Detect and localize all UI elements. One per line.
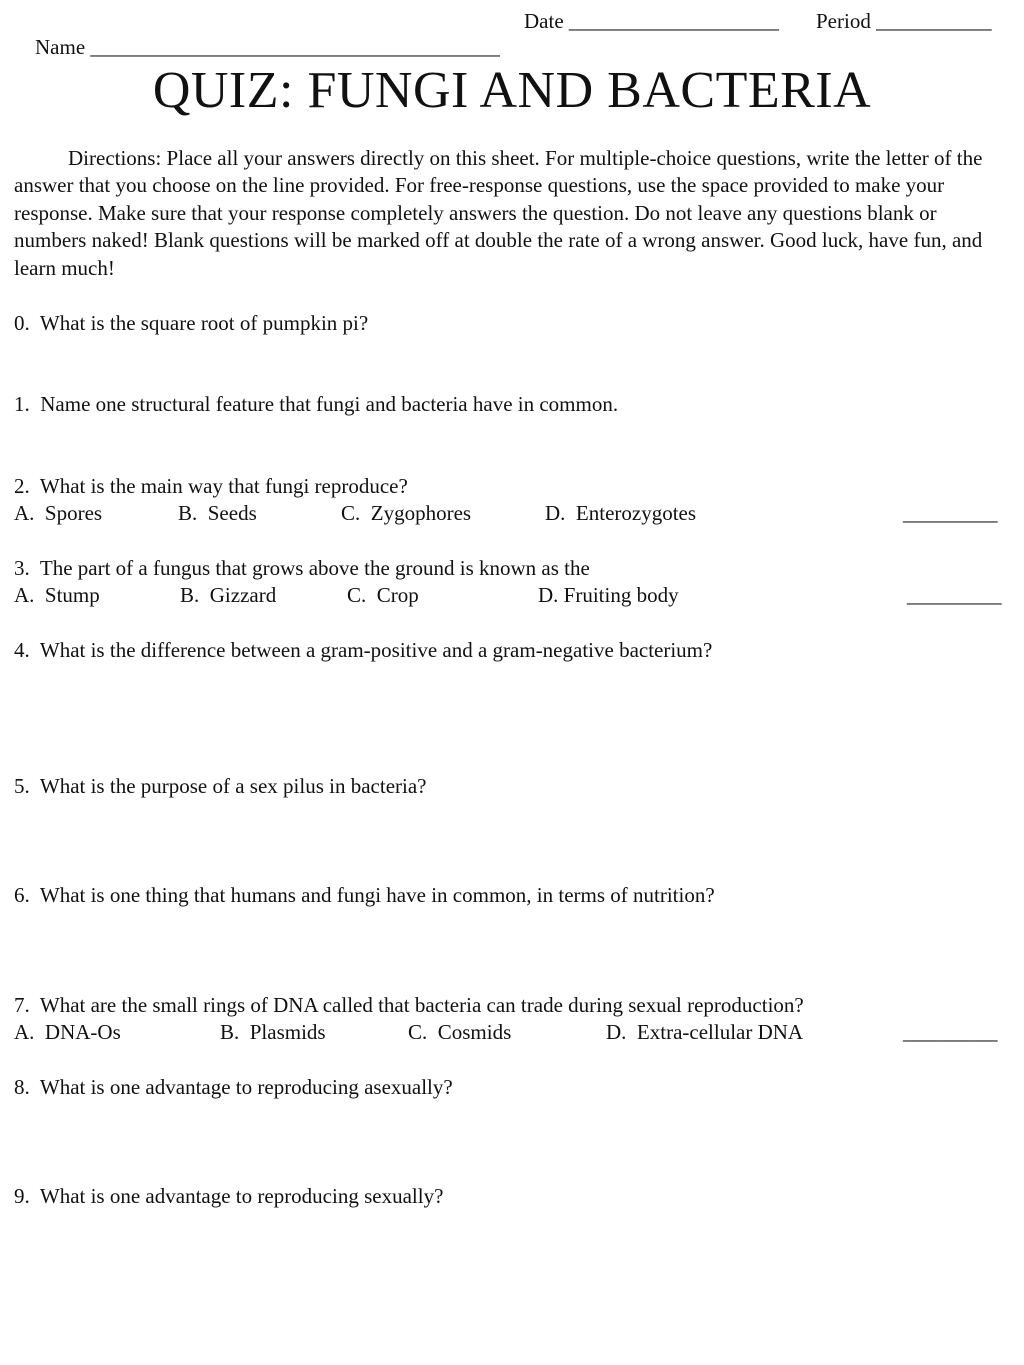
question-7: 7. What are the small rings of DNA called that bacteria can trade during sexual reproduction? — [14, 993, 804, 1017]
answer-blank[interactable]: _________ — [907, 583, 1002, 607]
date-field[interactable]: Date ____________________ — [524, 9, 779, 33]
question-0: 0. What is the square root of pumpkin pi? — [14, 311, 369, 335]
answer-blank[interactable]: _________ — [903, 501, 998, 525]
question-8: 8. What is one advantage to reproducing asexually? — [14, 1075, 453, 1099]
name-field[interactable]: Name _______________________________________ — [35, 35, 500, 59]
question-7-choices — [14, 1019, 1010, 1047]
directions-paragraph: Directions: Place all your answers directly on this sheet. For multiple-choice questions, write the letter of the answer that you choose on the line provided. For free-response questions, use the space provided to make your response. Make sure that your response completely answers the question. Do not leave any questions blank or numbers naked! Blank questions will be marked off at double the rate of a wrong answer. Good luck, have fun, and learn much! — [14, 146, 983, 280]
question-3-choices — [14, 582, 1010, 610]
question-1: 1. Name one structural feature that fungi and bacteria have in common. — [14, 392, 619, 416]
question-4: 4. What is the difference between a gram-positive and a gram-negative bacterium? — [14, 638, 713, 662]
answer-blank[interactable]: _________ — [903, 1020, 998, 1044]
choice-a: A. Stump — [14, 583, 100, 607]
choice-c: C. Crop — [347, 583, 419, 607]
choice-a: A. DNA-Os — [14, 1020, 121, 1044]
choice-c: C. Zygophores — [341, 501, 472, 525]
choice-a: A. Spores — [14, 501, 103, 525]
choice-b: B. Gizzard — [180, 583, 277, 607]
question-5: 5. What is the purpose of a sex pilus in bacteria? — [14, 774, 427, 798]
question-2: 2. What is the main way that fungi reproduce? — [14, 474, 408, 498]
question-6: 6. What is one thing that humans and fungi have in common, in terms of nutrition? — [14, 883, 715, 907]
question-9: 9. What is one advantage to reproducing sexually? — [14, 1184, 444, 1208]
choice-b: B. Seeds — [178, 501, 257, 525]
choice-d: D. Fruiting body — [538, 583, 679, 607]
choice-d: D. Enterozygotes — [545, 501, 697, 525]
period-field[interactable]: Period ___________ — [816, 9, 992, 33]
choice-d: D. Extra-cellular DNA — [606, 1020, 804, 1044]
page-title: QUIZ: FUNGI AND BACTERIA — [152, 62, 872, 119]
choice-b: B. Plasmids — [220, 1020, 326, 1044]
choice-c: C. Cosmids — [408, 1020, 512, 1044]
question-2-choices — [14, 500, 1010, 528]
question-3: 3. The part of a fungus that grows above the ground is known as the — [14, 556, 590, 580]
